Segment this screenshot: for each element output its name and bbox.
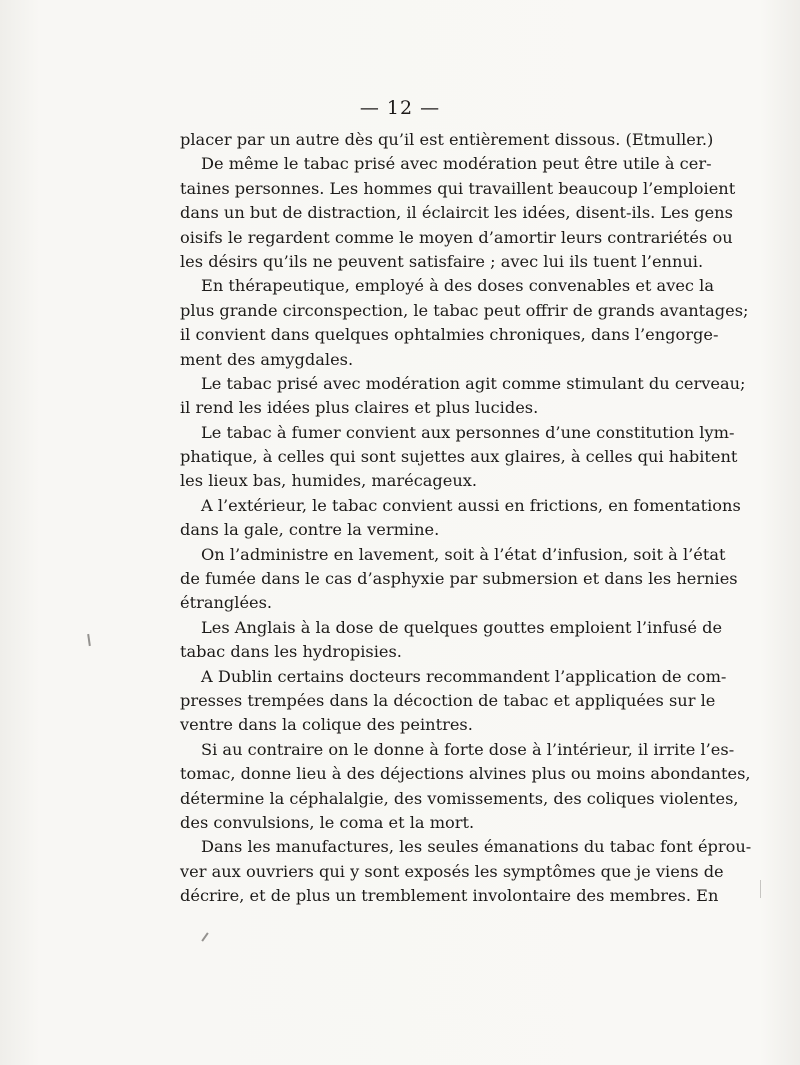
text-line: des convulsions, le coma et la mort.: [180, 812, 475, 832]
text-line: A l’extérieur, le tabac convient aussi en frictions, en fomentations: [201, 495, 741, 515]
text-line: Dans les manufactures, les seules émanations du tabac font éprou-: [201, 837, 752, 857]
text-line: ment des amygdales.: [180, 349, 354, 369]
ink-mark: [201, 932, 208, 941]
text-line: phatique, à celles qui sont sujettes aux glaires, à celles qui habitent: [180, 447, 738, 467]
text-line: A Dublin certains docteurs recommandent l’application de com-: [201, 666, 727, 686]
text-line: On l’administre en lavement, soit à l’état d’infusion, soit à l’état: [201, 544, 726, 564]
body-text: [180, 128, 752, 909]
text-line: il convient dans quelques ophtalmies chroniques, dans l’engorge-: [180, 325, 719, 345]
text-line: Les Anglais à la dose de quelques gouttes emploient l’infusé de: [201, 617, 723, 637]
text-line: taines personnes. Les hommes qui travaillent beaucoup l’emploient: [180, 178, 736, 198]
text-line: oisifs le regardent comme le moyen d’amortir leurs contrariétés ou: [180, 227, 733, 247]
text-line: décrire, et de plus un tremblement involontaire des membres. En: [180, 886, 719, 906]
ink-mark: [760, 880, 761, 898]
text-line: ver aux ouvriers qui y sont exposés les symptômes que je viens de: [180, 861, 724, 881]
text-line: de fumée dans le cas d’asphyxie par submersion et dans les hernies: [180, 569, 738, 589]
text-line: placer par un autre dès qu’il est entièrement dissous. (Etmuller.): [180, 130, 714, 149]
text-line: les désirs qu’ils ne peuvent satisfaire ; avec lui ils tuent l’ennui.: [180, 251, 704, 271]
text-line: dans la gale, contre la vermine.: [180, 520, 440, 540]
text-line: presses trempées dans la décoction de tabac et appliquées sur le: [180, 690, 716, 710]
text-line: Le tabac à fumer convient aux personnes d’une constitution lym-: [201, 422, 735, 442]
text-line: De même le tabac prisé avec modération peut être utile à cer-: [201, 154, 712, 174]
text-line: ventre dans la colique des peintres.: [180, 715, 473, 735]
text-line: les lieux bas, humides, marécageux.: [180, 471, 478, 491]
text-line: tomac, donne lieu à des déjections alvines plus ou moins abondantes,: [180, 764, 751, 784]
text-line: étranglées.: [180, 593, 273, 613]
text-line: dans un but de distraction, il éclaircit les idées, disent-ils. Les gens: [180, 203, 733, 223]
page-number: — 12 —: [359, 97, 441, 119]
text-line: Si au contraire on le donne à forte dose à l’intérieur, il irrite l’es-: [201, 739, 735, 759]
text-line: plus grande circonspection, le tabac peut offrir de grands avantages;: [180, 300, 749, 320]
text-line: Le tabac prisé avec modération agit comme stimulant du cerveau;: [201, 373, 746, 393]
text-line: En thérapeutique, employé à des doses convenables et avec la: [201, 276, 714, 296]
text-line: détermine la céphalalgie, des vomissements, des coliques violentes,: [180, 788, 739, 808]
text-line: tabac dans les hydropisies.: [180, 642, 402, 662]
text-line: il rend les idées plus claires et plus lucides.: [180, 398, 539, 418]
ink-mark: [87, 634, 91, 646]
